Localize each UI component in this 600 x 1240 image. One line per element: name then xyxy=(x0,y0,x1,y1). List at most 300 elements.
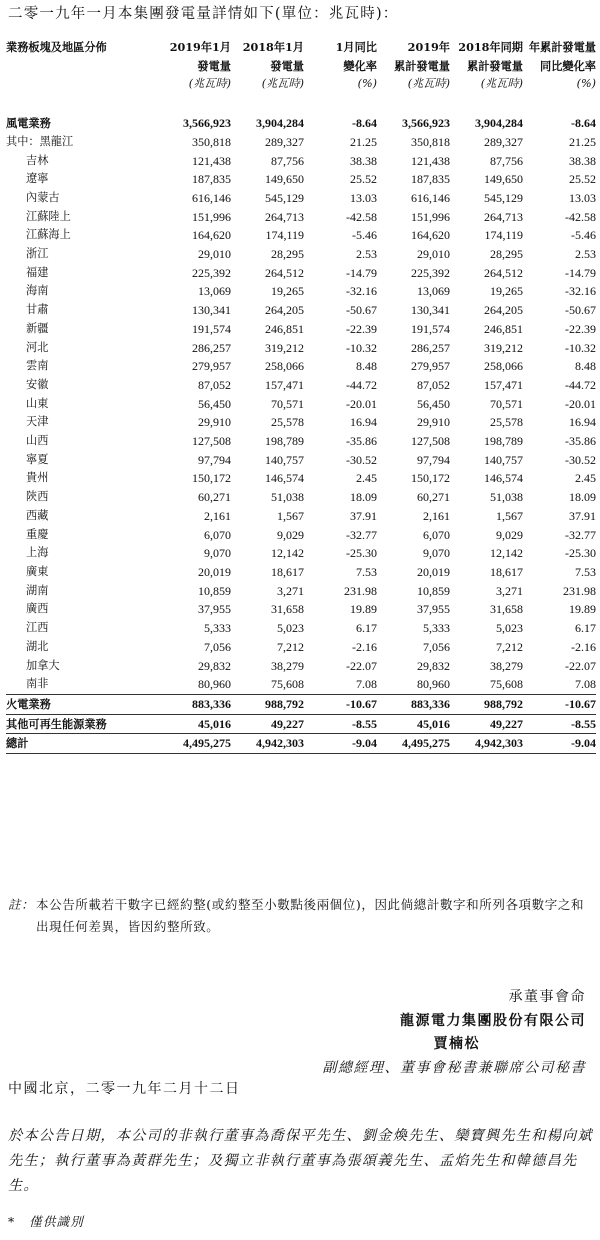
value-cell: 19.89 xyxy=(569,602,596,617)
value-cell: -32.77 xyxy=(565,527,596,542)
value-cell: 75,608 xyxy=(271,677,304,692)
value-cell: 883,336 xyxy=(377,694,450,714)
value-cell: 21.25 xyxy=(569,134,596,149)
value-cell: 37.91 xyxy=(350,508,377,523)
value-cell: 289,327 xyxy=(265,134,304,149)
value-cell: 350,818 xyxy=(192,134,231,149)
value-cell: 45,016 xyxy=(158,714,231,734)
region-name: 山西 xyxy=(26,434,49,448)
table-row xyxy=(6,675,596,694)
table-row xyxy=(6,600,596,619)
value-cell: -30.52 xyxy=(565,452,596,467)
value-cell: 2.45 xyxy=(575,471,596,486)
header-cell: 2018年1月 xyxy=(242,40,304,54)
header-cell: (兆瓦時) xyxy=(480,77,523,91)
value-cell: 9,070 xyxy=(204,546,231,561)
value-cell: 60,271 xyxy=(417,490,450,505)
value-cell: 7.53 xyxy=(356,564,377,579)
value-cell: 5,333 xyxy=(423,621,450,636)
place-date: 中國北京，二零一九年二月十二日 xyxy=(8,1081,241,1097)
value-cell: -50.67 xyxy=(565,303,596,318)
table-row xyxy=(6,245,596,264)
region-name: 吉林 xyxy=(26,153,49,167)
region-name: 廣西 xyxy=(26,602,49,616)
value-cell: 3,271 xyxy=(496,583,523,598)
footnote: * 僅供識別 xyxy=(8,1214,84,1229)
value-cell: 231.98 xyxy=(344,583,377,598)
table-row xyxy=(6,563,596,582)
value-cell: -5.46 xyxy=(571,228,596,243)
value-cell: 246,851 xyxy=(484,321,523,336)
region-name: 其他可再生能源業務 xyxy=(6,714,158,734)
table-row xyxy=(6,638,596,657)
header-cell: (兆瓦時) xyxy=(407,77,450,91)
table-row xyxy=(6,339,596,358)
value-cell: -8.55 xyxy=(523,714,596,734)
value-cell: 4,495,275 xyxy=(158,734,231,754)
value-cell: 279,957 xyxy=(411,359,450,374)
value-cell: 25.52 xyxy=(350,172,377,187)
value-cell: 80,960 xyxy=(198,677,231,692)
value-cell: 4,942,303 xyxy=(450,734,523,754)
region-name: 浙江 xyxy=(26,247,49,261)
value-cell: -25.30 xyxy=(565,546,596,561)
table-row xyxy=(6,714,596,734)
region-name: 南非 xyxy=(26,677,49,691)
region-name: 新疆 xyxy=(26,321,49,335)
value-cell: 37.91 xyxy=(569,508,596,523)
value-cell: 164,620 xyxy=(411,228,450,243)
header-spacer xyxy=(6,94,596,114)
value-cell: -22.39 xyxy=(565,321,596,336)
value-cell: -35.86 xyxy=(565,434,596,449)
value-cell: -9.04 xyxy=(523,734,596,754)
value-cell: 988,792 xyxy=(450,694,523,714)
region-name: 天津 xyxy=(26,415,49,429)
header-row xyxy=(6,38,596,57)
region-name: 加拿大 xyxy=(26,658,60,672)
value-cell: -32.77 xyxy=(346,527,377,542)
value-cell: 279,957 xyxy=(192,359,231,374)
value-cell: 2.53 xyxy=(575,247,596,262)
header-row xyxy=(6,57,596,76)
table-row xyxy=(6,320,596,339)
value-cell: 12,142 xyxy=(490,546,523,561)
value-cell: -20.01 xyxy=(346,396,377,411)
value-cell: 10,859 xyxy=(198,583,231,598)
value-cell: 264,713 xyxy=(484,209,523,224)
value-cell: 191,574 xyxy=(411,321,450,336)
note-text: 本公告所載若干數字已經約整(或約整至小數點後兩個位)，因此倘總計數字和所列各項數字之和出現任何差異，皆因約整所致。 xyxy=(36,897,585,934)
value-cell: 2.53 xyxy=(356,247,377,262)
header-cell: 累計發電量 xyxy=(467,58,523,73)
value-cell: -32.16 xyxy=(565,284,596,299)
value-cell: -8.64 xyxy=(571,116,596,131)
value-cell: 191,574 xyxy=(192,321,231,336)
value-cell: 121,438 xyxy=(411,153,450,168)
value-cell: 246,851 xyxy=(265,321,304,336)
signatory-name: 賈楠松 xyxy=(433,1036,480,1052)
value-cell: 289,327 xyxy=(484,134,523,149)
value-cell: -8.64 xyxy=(352,116,377,131)
region-name: 西藏 xyxy=(26,508,49,522)
value-cell: 60,271 xyxy=(198,490,231,505)
region-name: 湖南 xyxy=(26,583,49,597)
signature-line: 承董事會命 xyxy=(508,989,586,1005)
region-name: 雲南 xyxy=(26,359,49,373)
value-cell: 3,271 xyxy=(277,583,304,598)
table-row xyxy=(6,734,596,754)
value-cell: 5,333 xyxy=(204,621,231,636)
table-row xyxy=(6,619,596,638)
value-cell: 31,658 xyxy=(490,602,523,617)
value-cell: 264,512 xyxy=(265,265,304,280)
value-cell: 8.48 xyxy=(575,359,596,374)
value-cell: 38.38 xyxy=(350,153,377,168)
value-cell: 37,955 xyxy=(417,602,450,617)
value-cell: 9,070 xyxy=(423,546,450,561)
value-cell: 18,617 xyxy=(271,564,304,579)
value-cell: -22.39 xyxy=(346,321,377,336)
value-cell: 140,757 xyxy=(265,452,304,467)
value-cell: -44.72 xyxy=(346,377,377,392)
value-cell: 6,070 xyxy=(204,527,231,542)
value-cell: 286,257 xyxy=(192,340,231,355)
value-cell: 28,295 xyxy=(490,247,523,262)
header-cell: 發電量 xyxy=(197,58,231,73)
value-cell: 21.25 xyxy=(350,134,377,149)
value-cell: 45,016 xyxy=(377,714,450,734)
value-cell: 6.17 xyxy=(356,621,377,636)
table-row xyxy=(6,544,596,563)
table-row xyxy=(6,694,596,714)
value-cell: 80,960 xyxy=(417,677,450,692)
region-name: 山東 xyxy=(26,396,49,410)
region-name: 內蒙古 xyxy=(26,190,60,204)
value-cell: 350,818 xyxy=(411,134,450,149)
value-cell: 231.98 xyxy=(563,583,596,598)
value-cell: 616,146 xyxy=(192,190,231,205)
table-row xyxy=(6,376,596,395)
value-cell: 225,392 xyxy=(411,265,450,280)
region-name: 廣東 xyxy=(26,564,49,578)
value-cell: 49,227 xyxy=(450,714,523,734)
value-cell: 13.03 xyxy=(569,190,596,205)
value-cell: 38,279 xyxy=(490,658,523,673)
table-row xyxy=(6,582,596,601)
value-cell: 16.94 xyxy=(569,415,596,430)
header-cell: 發電量 xyxy=(270,58,304,73)
value-cell: 13.03 xyxy=(350,190,377,205)
value-cell: 25,578 xyxy=(271,415,304,430)
value-cell: 3,566,923 xyxy=(402,116,450,131)
value-cell: 49,227 xyxy=(231,714,304,734)
table-row xyxy=(6,432,596,451)
note-lead: 註： xyxy=(8,897,35,912)
value-cell: 3,904,284 xyxy=(475,116,523,131)
value-cell: 87,756 xyxy=(271,153,304,168)
table-row xyxy=(6,507,596,526)
region-name: 湖北 xyxy=(26,639,49,653)
region-name: 河北 xyxy=(26,340,49,354)
value-cell: 29,910 xyxy=(198,415,231,430)
header-cell: 同比變化率 xyxy=(540,58,596,73)
value-cell: -35.86 xyxy=(346,434,377,449)
signatory-title: 副總經理、董事會秘書兼聯席公司秘書 xyxy=(322,1060,586,1076)
value-cell: 6,070 xyxy=(423,527,450,542)
value-cell: -42.58 xyxy=(346,209,377,224)
value-cell: 87,052 xyxy=(417,377,450,392)
table-row xyxy=(6,488,596,507)
value-cell: 130,341 xyxy=(192,303,231,318)
value-cell: 3,566,923 xyxy=(183,116,231,131)
value-cell: -22.07 xyxy=(346,658,377,673)
value-cell: 7,212 xyxy=(496,639,523,654)
value-cell: 545,129 xyxy=(265,190,304,205)
value-cell: 150,172 xyxy=(192,471,231,486)
region-name: 海南 xyxy=(26,284,49,298)
table-row xyxy=(6,282,596,301)
value-cell: 18,617 xyxy=(490,564,523,579)
region-name: 重慶 xyxy=(26,527,49,541)
value-cell: 20,019 xyxy=(198,564,231,579)
value-cell: 7.08 xyxy=(575,677,596,692)
value-cell: 150,172 xyxy=(411,471,450,486)
value-cell: 988,792 xyxy=(231,694,304,714)
value-cell: 97,794 xyxy=(198,452,231,467)
table-row xyxy=(6,395,596,414)
value-cell: 258,066 xyxy=(265,359,304,374)
value-cell: 157,471 xyxy=(484,377,523,392)
table-row xyxy=(6,657,596,676)
header-cell xyxy=(6,75,158,94)
region-name: 寧夏 xyxy=(26,452,49,466)
value-cell: 29,010 xyxy=(417,247,450,262)
value-cell: -10.67 xyxy=(304,694,377,714)
value-cell: 883,336 xyxy=(158,694,231,714)
value-cell: 3,904,284 xyxy=(256,116,304,131)
value-cell: 174,119 xyxy=(265,228,304,243)
value-cell: 4,495,275 xyxy=(377,734,450,754)
value-cell: 19,265 xyxy=(271,284,304,299)
value-cell: -8.55 xyxy=(304,714,377,734)
table-row xyxy=(6,413,596,432)
value-cell: -50.67 xyxy=(346,303,377,318)
value-cell: -2.16 xyxy=(352,639,377,654)
value-cell: 29,910 xyxy=(417,415,450,430)
value-cell: 264,205 xyxy=(484,303,523,318)
header-cell: 2019年 xyxy=(407,40,450,54)
value-cell: 5,023 xyxy=(277,621,304,636)
value-cell: 264,713 xyxy=(265,209,304,224)
value-cell: 198,789 xyxy=(484,434,523,449)
value-cell: 13,069 xyxy=(198,284,231,299)
value-cell: 130,341 xyxy=(411,303,450,318)
value-cell: 1,567 xyxy=(496,508,523,523)
value-cell: 25,578 xyxy=(490,415,523,430)
generation-table xyxy=(6,38,596,754)
value-cell: 29,832 xyxy=(417,658,450,673)
value-cell: 16.94 xyxy=(350,415,377,430)
header-cell: (兆瓦時) xyxy=(261,77,304,91)
value-cell: 149,650 xyxy=(265,172,304,187)
value-cell: 9,029 xyxy=(277,527,304,542)
header-cell: (兆瓦時) xyxy=(188,77,231,91)
region-name: 遼寧 xyxy=(26,172,49,186)
table-row xyxy=(6,208,596,227)
value-cell: -32.16 xyxy=(346,284,377,299)
value-cell: 97,794 xyxy=(417,452,450,467)
value-cell: 75,608 xyxy=(490,677,523,692)
value-cell: 51,038 xyxy=(490,490,523,505)
value-cell: 25.52 xyxy=(569,172,596,187)
value-cell: 19,265 xyxy=(490,284,523,299)
header-cell: 2019年1月 xyxy=(169,40,231,54)
value-cell: 29,832 xyxy=(198,658,231,673)
table-row xyxy=(6,469,596,488)
table-row xyxy=(6,152,596,171)
table-row xyxy=(6,451,596,470)
value-cell: 19.89 xyxy=(350,602,377,617)
value-cell: 5,023 xyxy=(496,621,523,636)
value-cell: -42.58 xyxy=(565,209,596,224)
value-cell: 164,620 xyxy=(192,228,231,243)
value-cell: 151,996 xyxy=(192,209,231,224)
directors-statement: 於本公告日期，本公司的非執行董事為喬保平先生、劉金煥先生、欒寶興先生和楊向斌先生；執行董事為黃群先生；及獨立非執行董事為張頌義先生、孟焰先生和韓德昌先生。 xyxy=(8,1128,593,1194)
value-cell: 28,295 xyxy=(271,247,304,262)
value-cell: 31,658 xyxy=(271,602,304,617)
value-cell: 1,567 xyxy=(277,508,304,523)
value-cell: 7,212 xyxy=(277,639,304,654)
value-cell: 8.48 xyxy=(356,359,377,374)
header-row xyxy=(6,75,596,94)
value-cell: 12,142 xyxy=(271,546,304,561)
value-cell: 29,010 xyxy=(198,247,231,262)
value-cell: 146,574 xyxy=(265,471,304,486)
value-cell: 7,056 xyxy=(204,639,231,654)
value-cell: -22.07 xyxy=(565,658,596,673)
table-row xyxy=(6,133,596,152)
value-cell: 187,835 xyxy=(411,172,450,187)
region-name: 總計 xyxy=(6,734,158,754)
value-cell: -14.79 xyxy=(565,265,596,280)
value-cell: -44.72 xyxy=(565,377,596,392)
value-cell: 7.08 xyxy=(356,677,377,692)
value-cell: -2.16 xyxy=(571,639,596,654)
header-cell: 累計發電量 xyxy=(394,58,450,73)
value-cell: 286,257 xyxy=(411,340,450,355)
header-cell: 1月同比 xyxy=(335,40,377,54)
value-cell: 140,757 xyxy=(484,452,523,467)
value-cell: 7.53 xyxy=(575,564,596,579)
value-cell: 121,438 xyxy=(192,153,231,168)
value-cell: 157,471 xyxy=(265,377,304,392)
value-cell: -5.46 xyxy=(352,228,377,243)
table-row xyxy=(6,189,596,208)
value-cell: 7,056 xyxy=(423,639,450,654)
value-cell: -25.30 xyxy=(346,546,377,561)
header-cell: 年累計發電量 xyxy=(528,40,596,54)
value-cell: -10.32 xyxy=(565,340,596,355)
table-row xyxy=(6,526,596,545)
region-name: 火電業務 xyxy=(6,694,158,714)
value-cell: 174,119 xyxy=(484,228,523,243)
value-cell: 18.09 xyxy=(350,490,377,505)
value-cell: 198,789 xyxy=(265,434,304,449)
value-cell: 87,052 xyxy=(198,377,231,392)
value-cell: 56,450 xyxy=(198,396,231,411)
region-name: 風電業務 xyxy=(6,116,51,131)
value-cell: 225,392 xyxy=(192,265,231,280)
company-name: 龍源電力集團股份有限公司 xyxy=(400,1013,586,1029)
value-cell: 10,859 xyxy=(417,583,450,598)
value-cell: 20,019 xyxy=(417,564,450,579)
region-name: 貴州 xyxy=(26,471,49,485)
value-cell: 87,756 xyxy=(490,153,523,168)
value-cell: 187,835 xyxy=(192,172,231,187)
value-cell: 4,942,303 xyxy=(231,734,304,754)
value-cell: 127,508 xyxy=(411,434,450,449)
table-row xyxy=(6,357,596,376)
value-cell: 127,508 xyxy=(192,434,231,449)
table-row xyxy=(6,170,596,189)
value-cell: 319,212 xyxy=(484,340,523,355)
value-cell: 2,161 xyxy=(204,508,231,523)
table-row xyxy=(6,226,596,245)
value-cell: 2,161 xyxy=(423,508,450,523)
region-name: 江蘇海上 xyxy=(26,228,71,242)
value-cell: 37,955 xyxy=(198,602,231,617)
value-cell: 70,571 xyxy=(490,396,523,411)
intro-text: 二零一九年一月本集團發電量詳情如下(單位：兆瓦時)： xyxy=(8,6,399,22)
value-cell: 51,038 xyxy=(271,490,304,505)
value-cell: 6.17 xyxy=(575,621,596,636)
value-cell: 9,029 xyxy=(496,527,523,542)
value-cell: 38.38 xyxy=(569,153,596,168)
value-cell: 319,212 xyxy=(265,340,304,355)
value-cell: 18.09 xyxy=(569,490,596,505)
value-cell: 149,650 xyxy=(484,172,523,187)
value-cell: 70,571 xyxy=(271,396,304,411)
header-cell: (%) xyxy=(576,77,596,91)
value-cell: 151,996 xyxy=(411,209,450,224)
value-cell: 38,279 xyxy=(271,658,304,673)
header-cell: (%) xyxy=(357,77,377,91)
value-cell: 146,574 xyxy=(484,471,523,486)
table-row xyxy=(6,264,596,283)
value-cell: 545,129 xyxy=(484,190,523,205)
value-cell: 56,450 xyxy=(417,396,450,411)
header-cell: 業務板塊及地區分佈 xyxy=(6,40,107,54)
value-cell: 616,146 xyxy=(411,190,450,205)
header-cell: 2018年同期 xyxy=(458,40,523,54)
value-cell: -10.67 xyxy=(523,694,596,714)
region-name: 甘肅 xyxy=(26,303,49,317)
region-name: 江蘇陸上 xyxy=(26,209,71,223)
header-cell: 變化率 xyxy=(343,58,377,73)
region-name: 江西 xyxy=(26,621,49,635)
value-cell: -30.52 xyxy=(346,452,377,467)
table-row xyxy=(6,114,596,133)
region-name: 福建 xyxy=(26,265,49,279)
value-cell: -10.32 xyxy=(346,340,377,355)
table-row xyxy=(6,301,596,320)
value-cell: 264,512 xyxy=(484,265,523,280)
header-cell xyxy=(6,57,158,76)
value-cell: -20.01 xyxy=(565,396,596,411)
value-cell: 258,066 xyxy=(484,359,523,374)
value-cell: -14.79 xyxy=(346,265,377,280)
